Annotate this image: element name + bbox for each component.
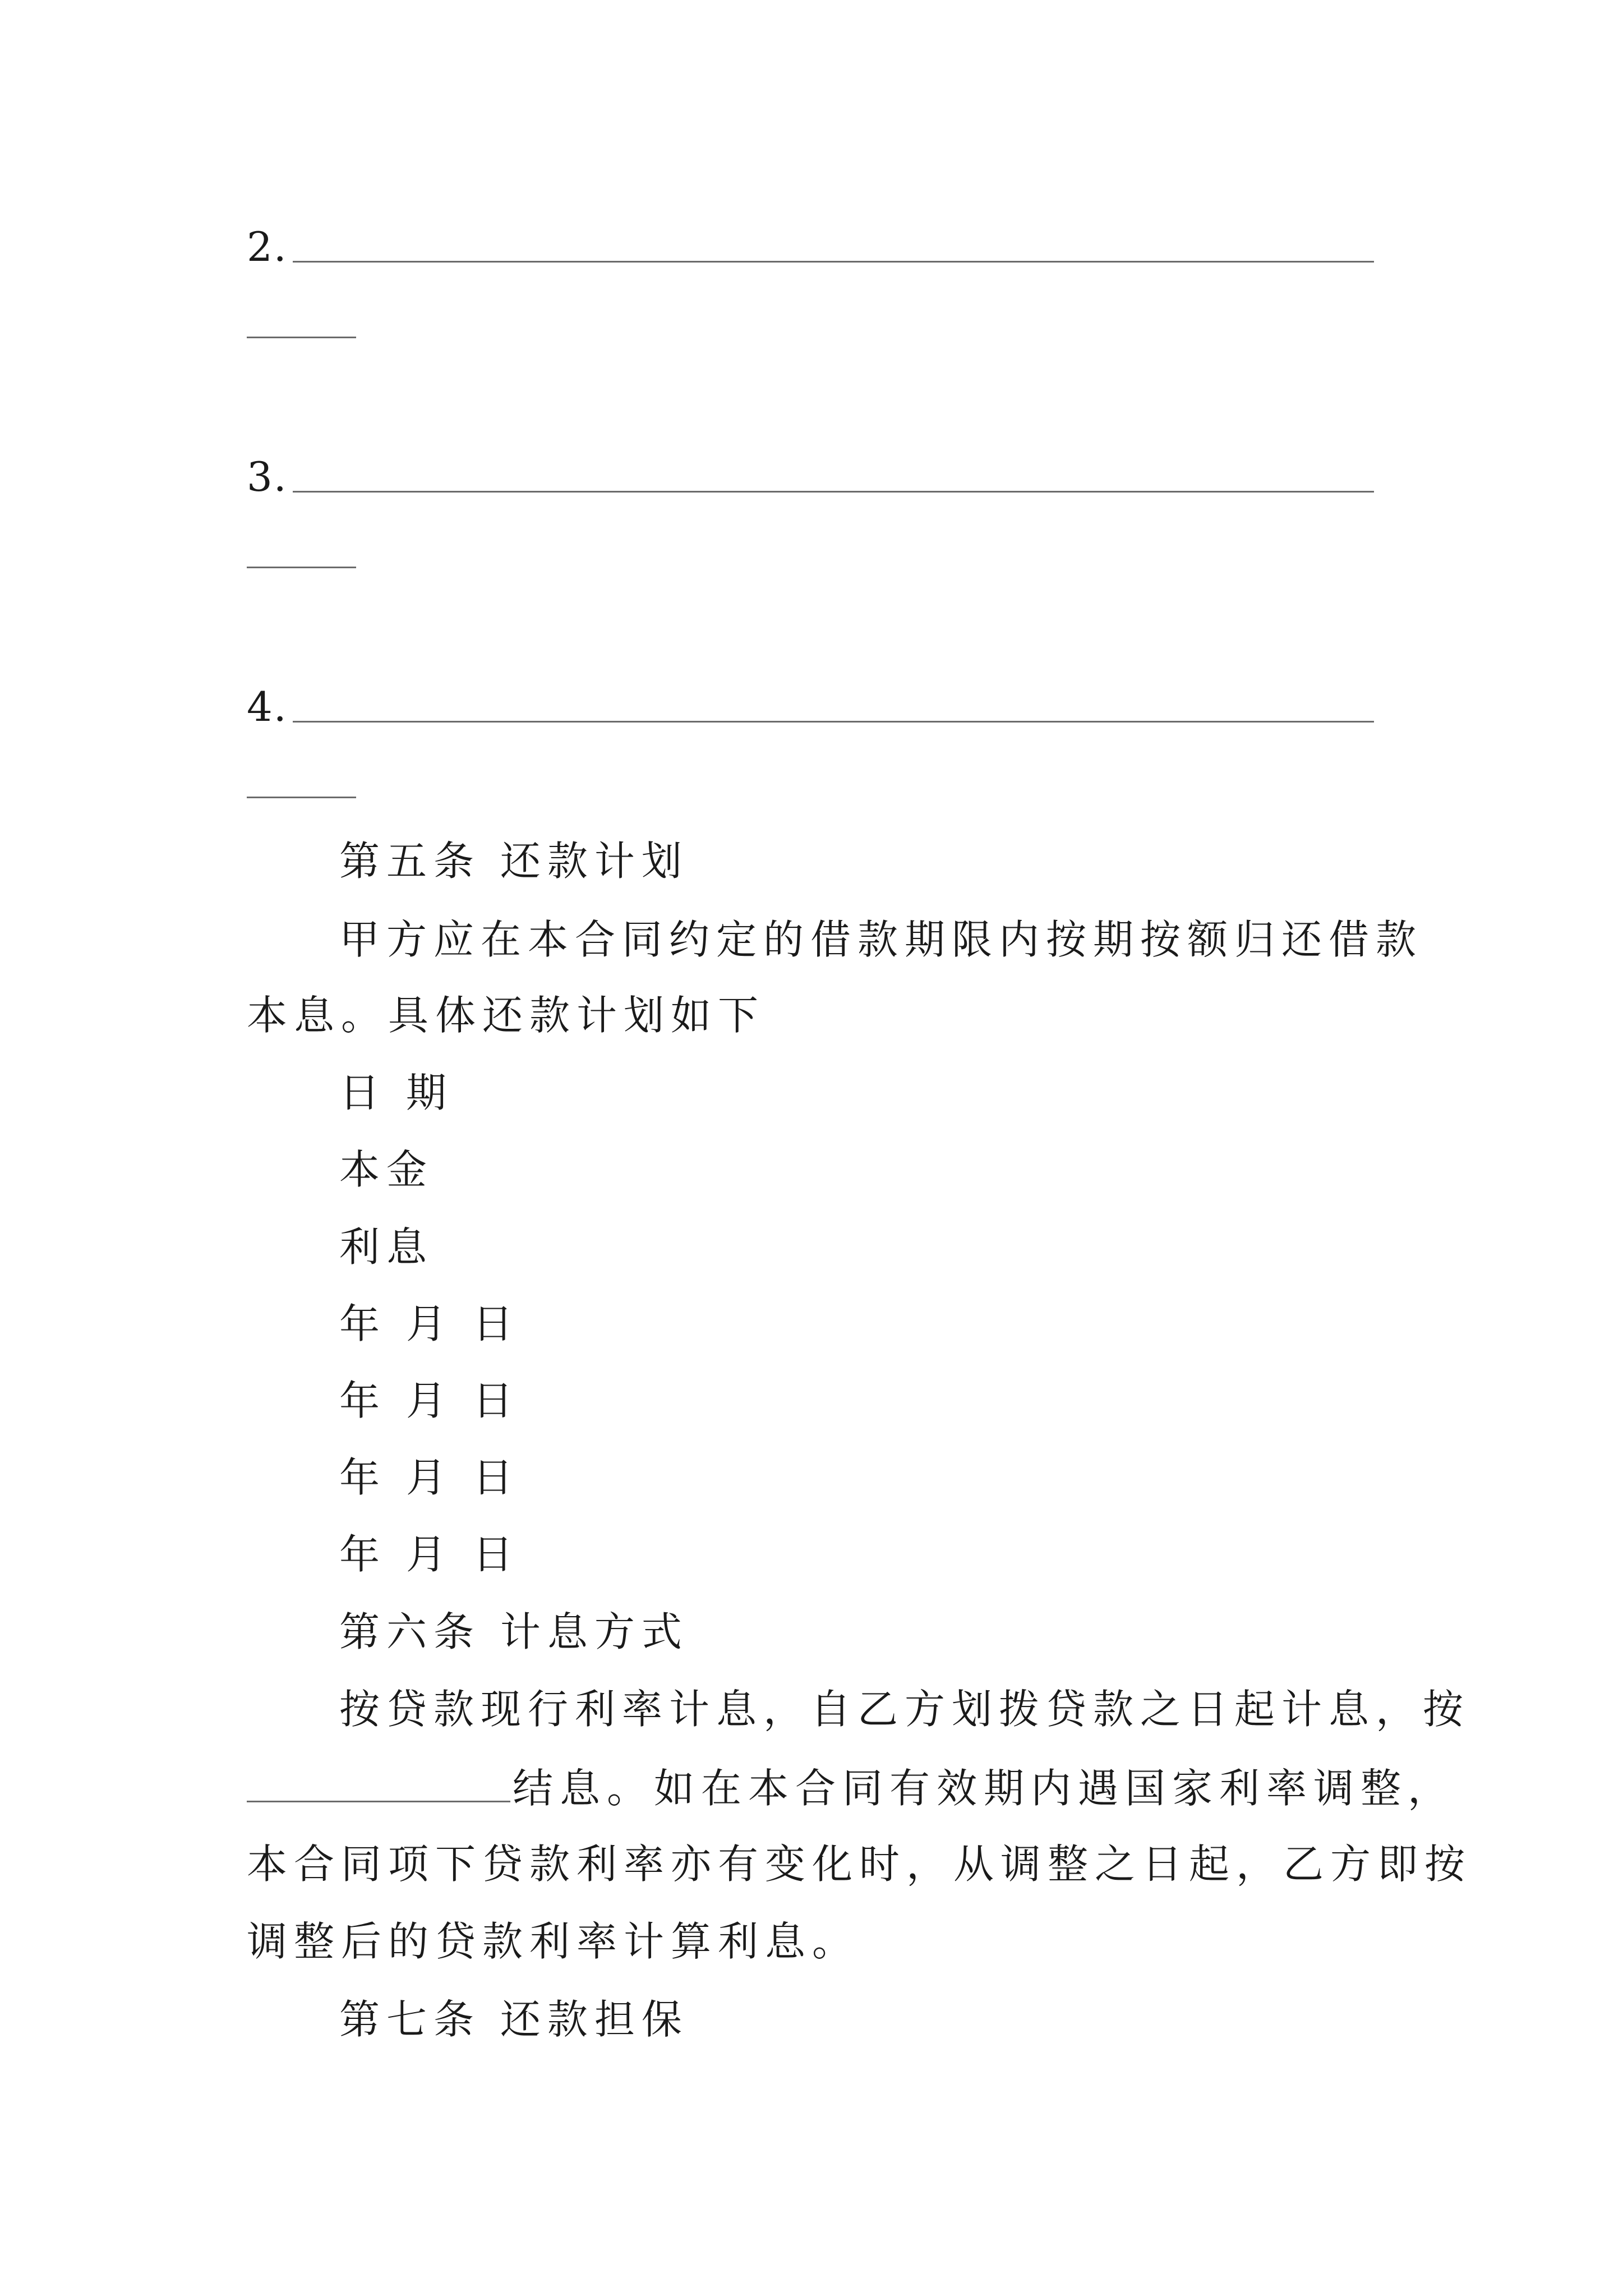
fill-in-line-continuation	[247, 337, 356, 338]
blank-item-4	[247, 682, 1374, 822]
table-label-date: 日 期	[339, 1069, 453, 1116]
article6-line2	[247, 1761, 1455, 1814]
date-row: 年 月 日	[339, 1531, 520, 1578]
article6-line3: 本合同项下贷款利率亦有变化时，从调整之日起，乙方即按	[247, 1841, 1472, 1888]
date-row: 年 月 日	[339, 1454, 520, 1501]
table-label-principal: 本金	[339, 1146, 434, 1193]
article5-heading: 第五条 还款计划	[339, 838, 689, 885]
blank-item-2	[247, 222, 1374, 362]
fill-in-line	[293, 261, 1374, 263]
article6-line1: 按贷款现行利率计息，自乙方划拨贷款之日起计息，按	[339, 1686, 1470, 1733]
article6-heading: 第六条 计息方式	[339, 1608, 689, 1655]
article5-paragraph-line1: 甲方应在本合同约定的借款期限内按期按额归还借款	[339, 916, 1423, 963]
article7-heading: 第七条 还款担保	[339, 1996, 689, 2043]
date-row: 年 月 日	[339, 1377, 520, 1424]
fill-in-line-continuation	[247, 567, 356, 568]
item-number: 4.	[247, 683, 288, 730]
date-row: 年 月 日	[339, 1300, 520, 1347]
fill-in-line-continuation	[247, 797, 356, 798]
settlement-period-blank	[247, 1761, 510, 1802]
fill-in-line	[293, 491, 1374, 493]
item-number: 2.	[247, 223, 288, 270]
article6-line4: 调整后的贷款利率计算利息。	[247, 1918, 860, 1965]
blank-item-3	[247, 452, 1374, 592]
table-label-interest: 利息	[339, 1223, 434, 1271]
fill-in-line	[293, 721, 1374, 723]
article5-paragraph-line2: 本息。具体还款计划如下	[247, 992, 766, 1039]
item-number: 3.	[247, 453, 288, 500]
article6-line2-text: 结息。如在本合同有效期内遇国家利率调整，	[513, 1765, 1455, 1812]
